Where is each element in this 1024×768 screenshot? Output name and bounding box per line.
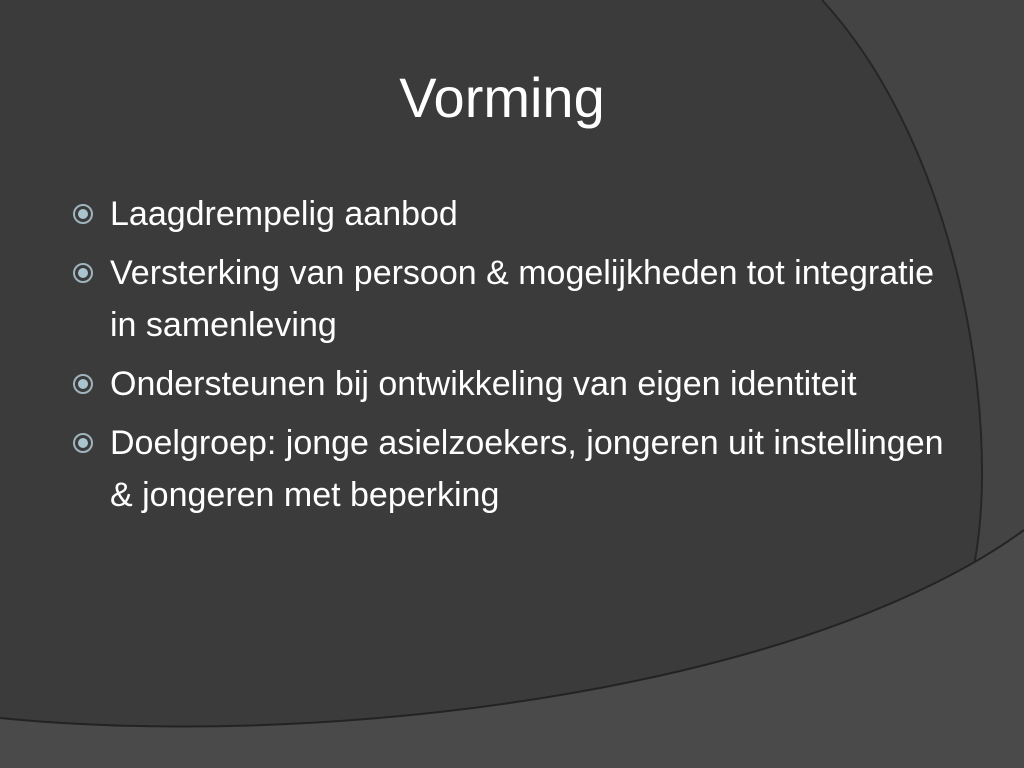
- bullet-item: [72, 247, 952, 351]
- bullet-text: Doelgroep: jonge asielzoekers, jongeren uit instellingen & jongeren met beperking: [110, 424, 944, 514]
- circled-dot-icon: [72, 203, 94, 225]
- slide-title: Vorming: [399, 66, 605, 129]
- circled-dot-icon: [72, 262, 94, 284]
- bullet-list: [72, 188, 952, 528]
- circled-dot-icon: [72, 432, 94, 454]
- bullet-item: [72, 417, 952, 521]
- bullet-text: Ondersteunen bij ontwikkeling van eigen identiteit: [110, 365, 857, 403]
- bullet-text: Laagdrempelig aanbod: [110, 195, 458, 233]
- bullet-item: [72, 188, 952, 240]
- bullet-item: [72, 358, 952, 410]
- bullet-text: Versterking van persoon & mogelijkheden tot integratie in samenleving: [110, 254, 935, 344]
- circled-dot-icon: [72, 373, 94, 395]
